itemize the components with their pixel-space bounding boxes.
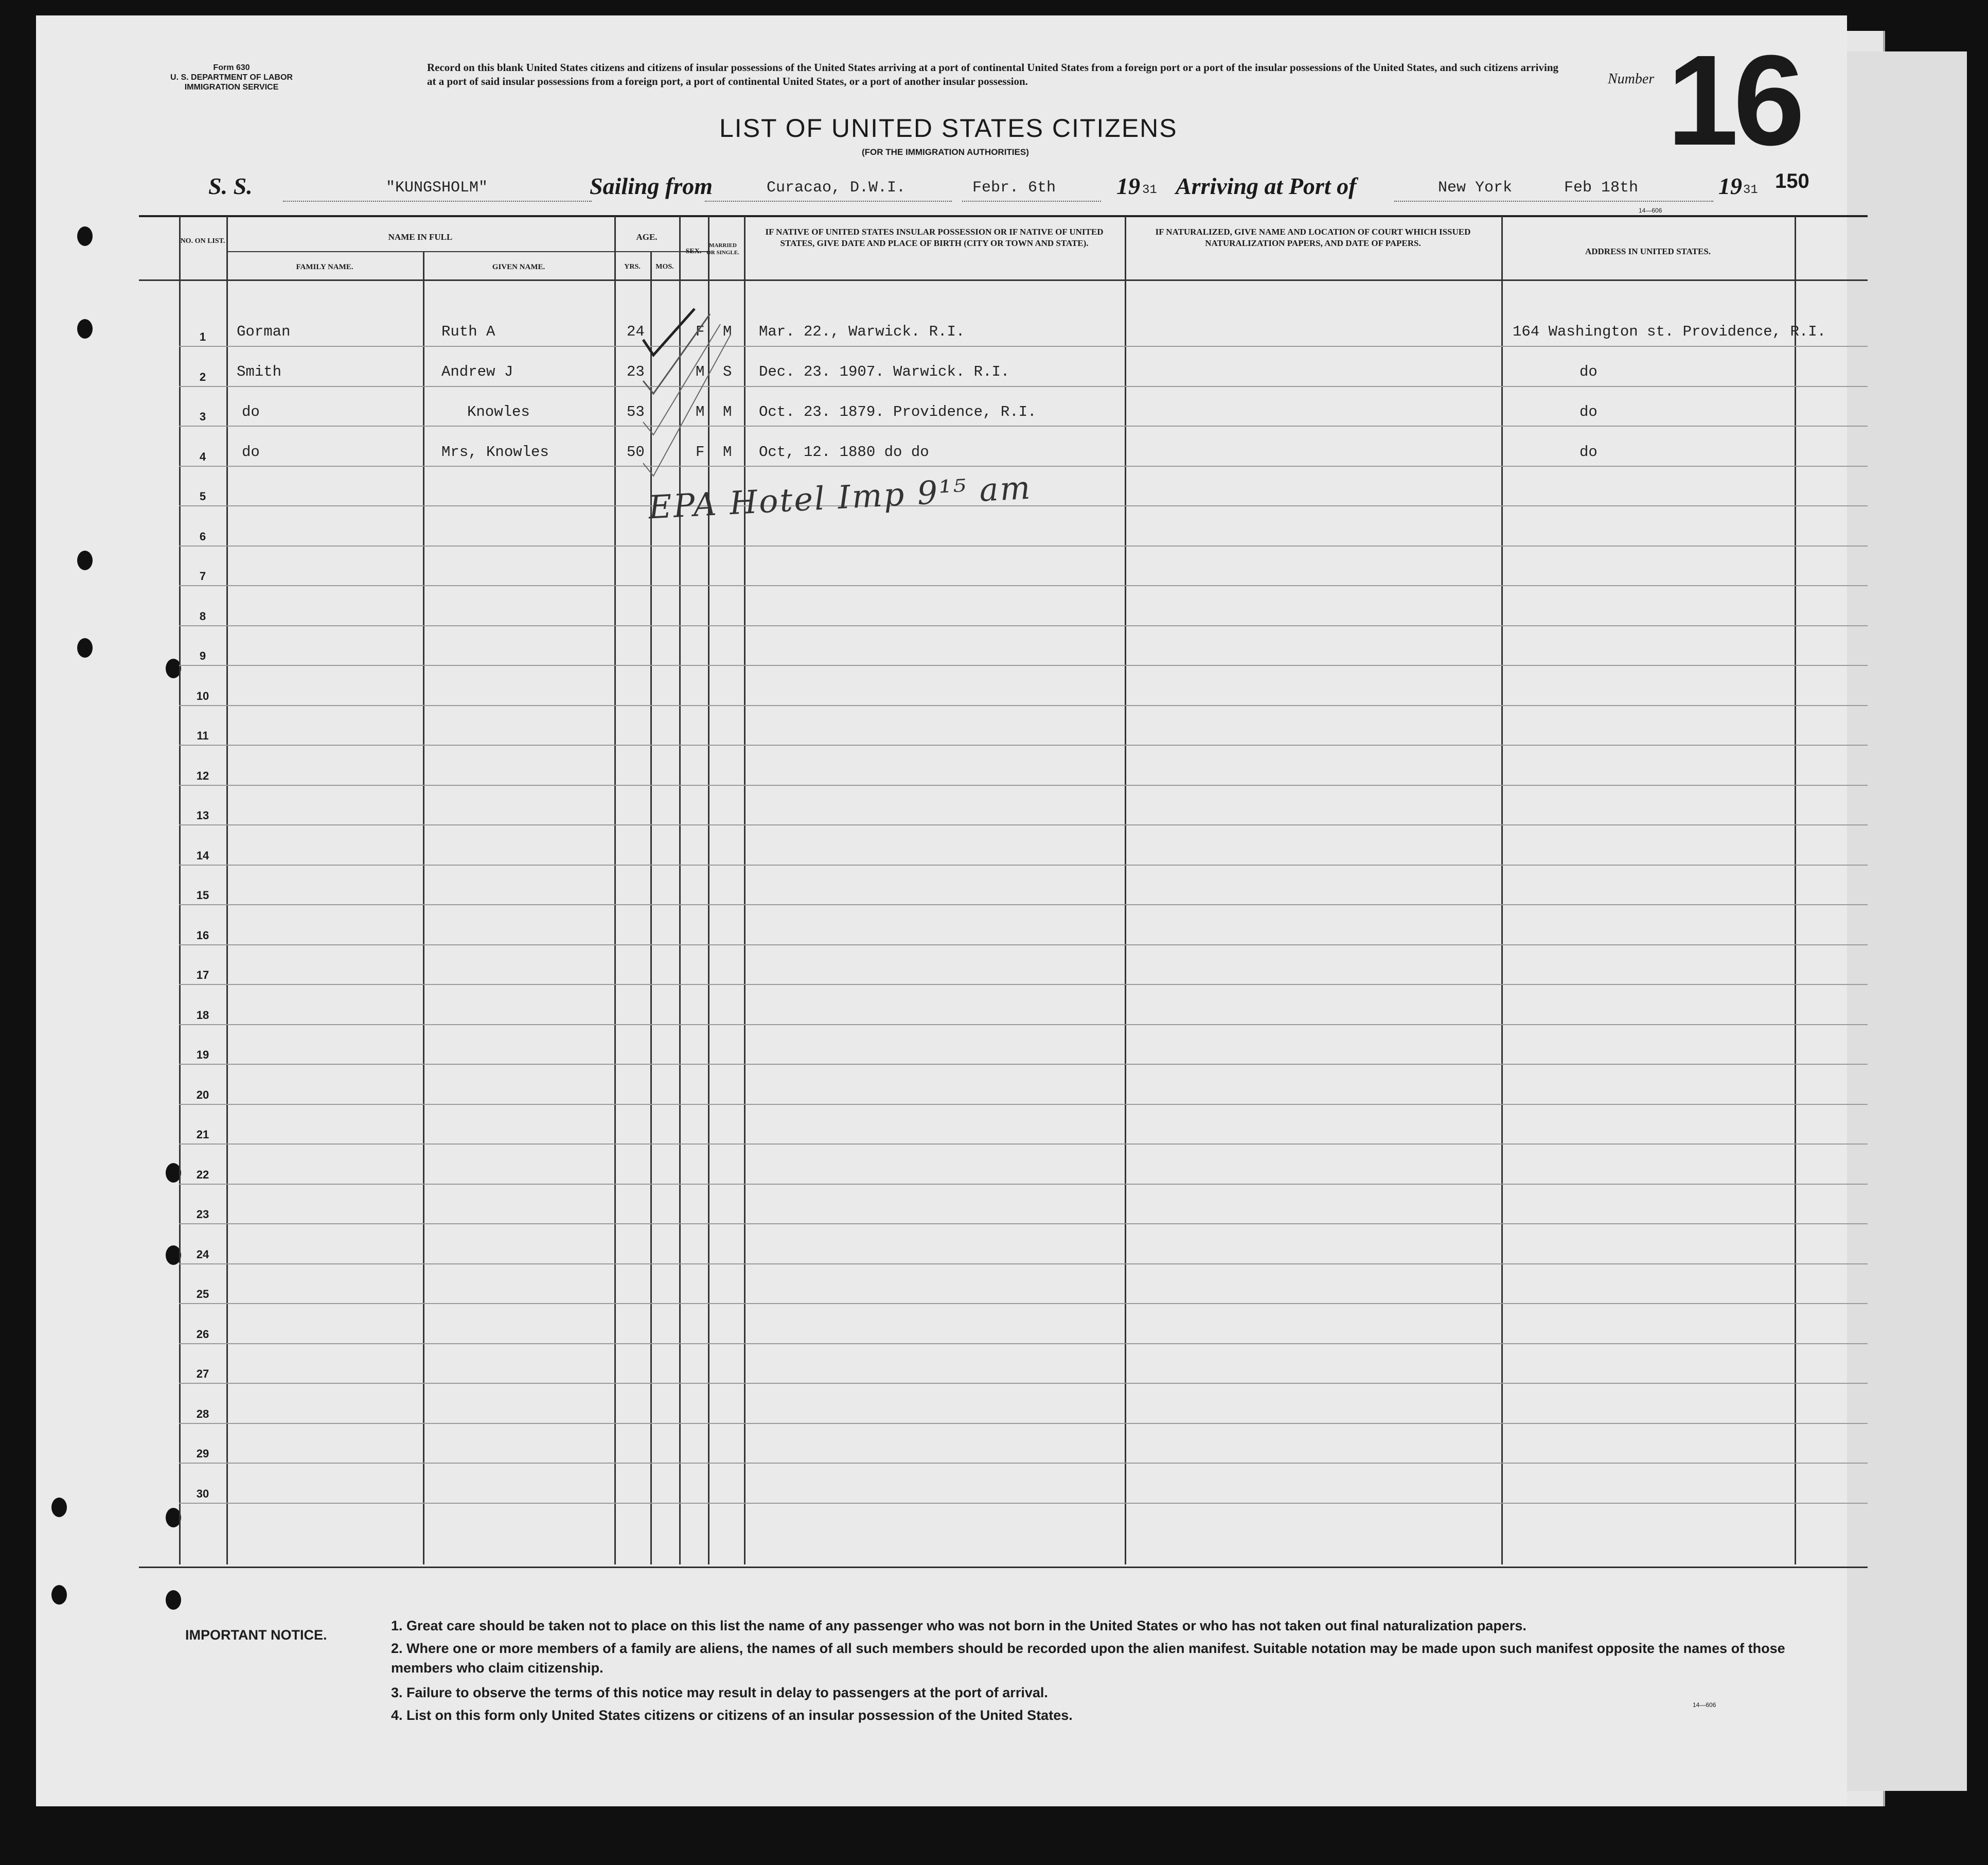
row-rule: [179, 1343, 1868, 1344]
notice-item-2: 2. Where one or more members of a family are aliens, the names of all such members should be recorded upon the alien manifest. Suitable notation may be made upon such manifest opposite the names of those members who claim citizenship.: [391, 1641, 1785, 1676]
given-name-cell: Andrew J: [441, 363, 513, 380]
departure-underline: [705, 201, 952, 202]
row-number: 4: [199, 450, 206, 463]
row-rule: [179, 1503, 1868, 1504]
col-yrs-header: YRS.: [624, 263, 641, 271]
row-rule: [179, 1143, 1868, 1145]
print-code: 14—606: [1639, 207, 1662, 214]
form-number: Form 630: [213, 63, 250, 72]
row-rule: [179, 944, 1868, 945]
arrival-date: Feb 18th: [1564, 179, 1639, 197]
address-cell: 164 Washington st. Providence, R.I.: [1513, 323, 1826, 340]
marital-status-cell: S: [723, 363, 732, 380]
punch-hole: [77, 638, 93, 658]
col-address-header: ADDRESS IN UNITED STATES.: [1585, 247, 1711, 256]
page-subtitle: (FOR THE IMMIGRATION AUTHORITIES): [862, 147, 1029, 157]
row-rule: [179, 1423, 1868, 1424]
row-rule: [179, 1263, 1868, 1264]
sailing-label: Sailing from: [590, 173, 713, 199]
punch-hole: [77, 226, 93, 246]
birth-place-cell: Dec. 23. 1907. Warwick. R.I.: [759, 363, 1010, 380]
marital-status-cell: M: [723, 323, 732, 340]
row-rule: [179, 705, 1868, 706]
row-rule: [179, 585, 1868, 586]
row-number: 8: [199, 609, 206, 623]
ship-underline: [283, 201, 592, 202]
marital-status-cell: M: [723, 444, 732, 461]
row-number: 28: [196, 1407, 209, 1420]
date-underline: [962, 201, 1101, 202]
row-number: 17: [196, 969, 209, 981]
punch-hole: [51, 1585, 67, 1605]
given-name-cell: Ruth A: [441, 323, 495, 340]
notice-heading: IMPORTANT NOTICE.: [185, 1627, 327, 1643]
arrival-port: New York: [1438, 179, 1513, 197]
row-number: 22: [196, 1168, 209, 1181]
family-name-cell: do: [242, 444, 260, 461]
row-number: 23: [196, 1208, 209, 1221]
col-divider: [614, 216, 616, 1564]
sex-cell: F: [696, 323, 705, 340]
row-rule: [179, 865, 1868, 866]
form-info: [165, 63, 298, 92]
row-rule: [179, 1104, 1868, 1105]
row-rule: [179, 904, 1868, 905]
row-rule: [179, 426, 1868, 427]
col-mos-header: MOS.: [655, 263, 674, 271]
birth-place-cell: Mar. 22., Warwick. R.I.: [759, 323, 965, 340]
marital-status-cell: M: [723, 403, 732, 420]
col-divider: [1501, 216, 1503, 1564]
check-mark-icon: [643, 335, 731, 476]
col-no-header: NO. ON LIST.: [180, 237, 225, 245]
col-divider: [179, 216, 181, 1564]
row-number: 24: [196, 1247, 209, 1261]
sex-cell: F: [696, 444, 705, 461]
family-name-cell: Gorman: [237, 323, 291, 340]
col-divider: [226, 216, 228, 1564]
age-cell: 50: [627, 444, 645, 461]
punch-hole: [77, 319, 93, 339]
row-rule: [179, 1223, 1868, 1224]
birth-place-cell: Oct, 12. 1880 do do: [759, 444, 929, 461]
row-rule: [179, 466, 1868, 467]
address-cell: do: [1579, 363, 1597, 380]
row-number: 3: [199, 410, 206, 423]
row-number: 5: [199, 490, 206, 503]
arriving-label: Arriving at Port of: [1176, 173, 1357, 199]
page-title: LIST OF UNITED STATES CITIZENS: [719, 114, 1178, 143]
birth-place-cell: Oct. 23. 1879. Providence, R.I.: [759, 403, 1037, 420]
row-number: 9: [199, 649, 206, 662]
given-name-cell: Mrs, Knowles: [441, 444, 549, 461]
age-cell: 23: [627, 363, 645, 380]
row-number: 27: [196, 1367, 209, 1380]
row-number: 1: [199, 330, 206, 343]
row-number: 6: [199, 530, 206, 543]
row-number: 13: [196, 809, 209, 822]
departure-date: Febr. 6th: [972, 179, 1056, 197]
number-label: Number: [1608, 71, 1655, 87]
name-header-rule: [226, 251, 708, 252]
row-rule: [179, 546, 1868, 547]
col-name-header: NAME IN FULL: [388, 232, 453, 242]
punch-hole: [166, 1590, 181, 1610]
family-name-cell: do: [242, 403, 260, 420]
given-name-cell: Knowles: [467, 403, 530, 420]
depart-year-prefix: 19: [1116, 173, 1140, 199]
row-number: 12: [196, 769, 209, 782]
notice-code: 14—606: [1693, 1701, 1716, 1709]
ss-label: S. S.: [208, 173, 253, 199]
footer-rule: [139, 1567, 1868, 1568]
arrival-year: 31: [1743, 183, 1758, 197]
punch-hole: [77, 551, 93, 570]
check-mark-icon: [643, 309, 695, 355]
ship-name: "KUNGSHOLM": [386, 179, 488, 197]
row-rule: [179, 625, 1868, 626]
row-rule: [179, 1064, 1868, 1065]
list-number: 16: [1667, 28, 1800, 172]
row-rule: [179, 346, 1868, 347]
col-sex-header: SEX.: [685, 248, 702, 255]
departure-port: Curacao, D.W.I.: [767, 179, 906, 197]
arrive-year-prefix: 19: [1718, 173, 1742, 199]
row-rule: [179, 386, 1868, 387]
col-married-header: MARRIED OR SINGLE.: [706, 242, 739, 256]
col-naturalized-header: IF NATURALIZED, GIVE NAME AND LOCATION OF COURT WHICH ISSUED NATURALIZATION PAPERS, AND DATE OF PAPERS.: [1155, 227, 1471, 248]
sex-cell: M: [696, 403, 705, 420]
col-native-header: IF NATIVE OF UNITED STATES INSULAR POSSESSION OR IF NATIVE OF UNITED STATES, GIVE DATE AND PLACE OF BIRTH (CITY OR TOWN AND STATE).: [765, 227, 1104, 248]
family-name-cell: Smith: [237, 363, 282, 380]
age-cell: 24: [627, 323, 645, 340]
row-rule: [179, 1383, 1868, 1384]
row-rule: [179, 745, 1868, 746]
row-number: 11: [197, 729, 209, 742]
row-number: 30: [196, 1487, 209, 1500]
departure-year: 31: [1142, 183, 1157, 197]
row-number: 15: [196, 889, 209, 902]
row-number: 7: [199, 570, 206, 583]
row-rule: [179, 984, 1868, 985]
sex-cell: M: [696, 363, 705, 380]
row-number: 19: [196, 1048, 209, 1061]
col-age-header: AGE.: [636, 232, 658, 242]
col-divider: [423, 252, 424, 1564]
row-number: 21: [196, 1128, 209, 1141]
col-given-header: GIVEN NAME.: [492, 263, 545, 271]
manifest-page: [36, 15, 1847, 1806]
col-family-header: FAMILY NAME.: [296, 263, 353, 271]
row-rule: [179, 1303, 1868, 1304]
row-rule: [179, 824, 1868, 825]
row-rule: [179, 665, 1868, 666]
row-rule: [179, 785, 1868, 786]
notice-item-3: 3. Failure to observe the terms of this notice may result in delay to passengers at the port of arrival.: [391, 1685, 1048, 1700]
row-rule: [179, 1463, 1868, 1464]
notice-item-4: 4. List on this form only United States citizens or citizens of an insular possession of the United States.: [391, 1708, 1073, 1723]
row-rule: [179, 1184, 1868, 1185]
address-cell: do: [1579, 444, 1597, 461]
header-bottom-rule: [139, 279, 1868, 281]
check-mark-icon: [643, 324, 720, 435]
age-cell: 53: [627, 403, 645, 420]
row-number: 26: [196, 1327, 209, 1341]
department: U. S. DEPARTMENT OF LABOR: [170, 73, 293, 82]
row-rule: [179, 1024, 1868, 1025]
service: IMMIGRATION SERVICE: [184, 83, 279, 92]
row-number: 20: [196, 1088, 209, 1101]
row-number: 16: [196, 928, 209, 942]
arrival-underline: [1394, 201, 1713, 202]
row-number: 14: [196, 849, 209, 862]
punch-hole: [51, 1498, 67, 1517]
row-number: 25: [196, 1288, 209, 1300]
col-divider: [1795, 216, 1796, 1564]
page-number: 150: [1775, 170, 1809, 192]
handwritten-note: EPA Hotel Imp 9¹⁵ am: [647, 468, 1033, 526]
row-number: 18: [196, 1008, 209, 1022]
row-number: 29: [196, 1447, 209, 1460]
address-cell: do: [1579, 403, 1597, 420]
instructions-text: Record on this blank United States citizens and citizens of insular possessions of the United States arriving at a port of continental United States from a foreign port or a port of the insular possessions of the United States, and such citizens arriving at a port of said insular possessions from a foreign port, a port of continental United States, or a port of another insular possession.: [427, 61, 1559, 87]
notice-item-1: 1. Great care should be taken not to place on this list the name of any passenger who was not born in the United States or who has not taken out final naturalization papers.: [391, 1618, 1526, 1633]
row-number: 10: [196, 689, 209, 702]
row-number: 2: [199, 370, 206, 383]
col-divider: [1125, 216, 1126, 1564]
